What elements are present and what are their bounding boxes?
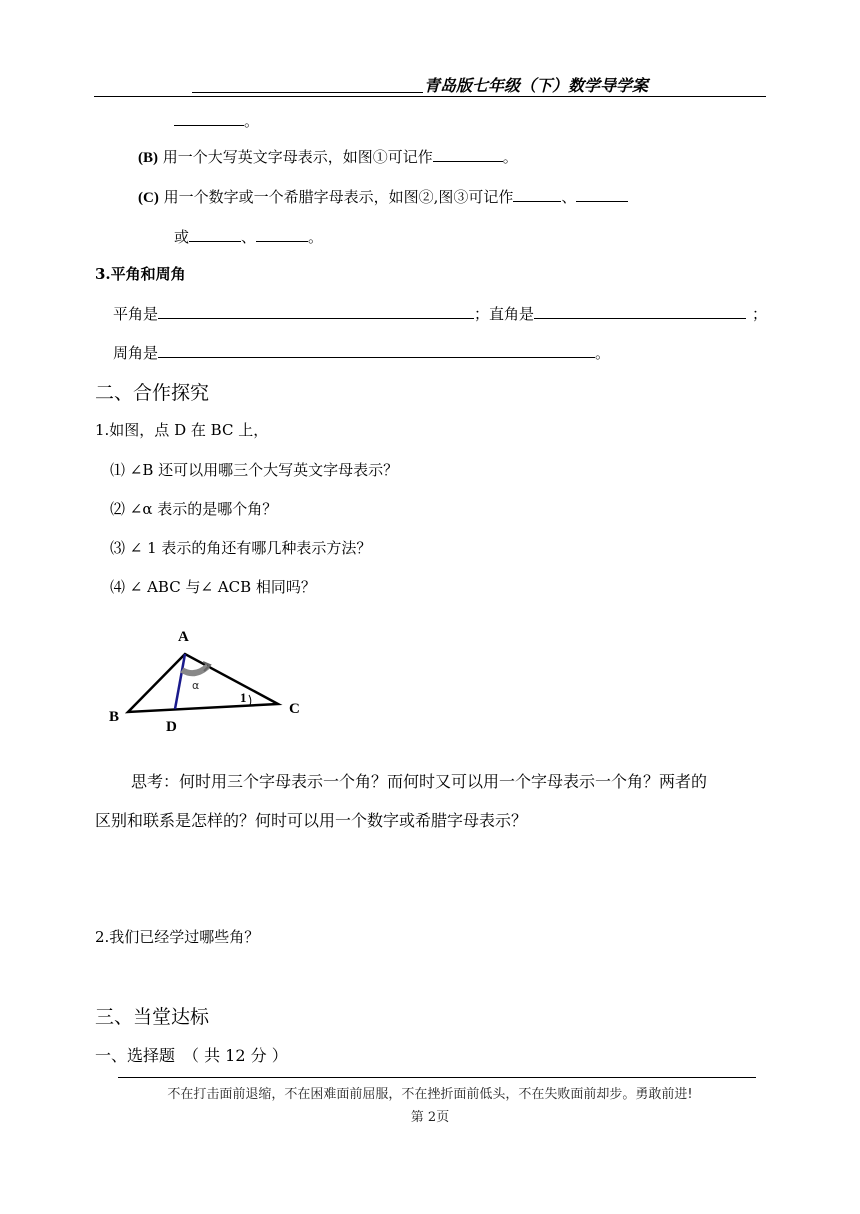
separator: 、	[241, 228, 257, 246]
item-c-label: (C)	[138, 190, 159, 206]
triangle-diagram	[100, 622, 320, 742]
period: 。	[244, 112, 260, 130]
or-text: 或	[174, 228, 190, 246]
section2-heading: 二、合作探究	[95, 382, 210, 404]
label-1: 1	[240, 690, 247, 705]
answer-blank-right[interactable]	[534, 304, 746, 319]
label-d: D	[166, 719, 177, 735]
sub-question-2: ⑵ ∠α 表示的是哪个角？	[110, 500, 278, 518]
period: 。	[502, 148, 518, 166]
sub-question-1: ⑴ ∠B 还可以用哪三个大写英文字母表示？	[110, 461, 399, 479]
footer-motto: 不在打击面前退缩，不在困难面前屈服，不在挫折面前低头，不在失败面前却步。勇敢前进!	[167, 1087, 693, 1102]
item-c	[138, 186, 628, 207]
think-line-1: 思考：何时用三个字母表示一个角？而何时又可以用一个字母表示一个角？两者的	[131, 772, 708, 791]
page-number: 第 2页	[410, 1110, 450, 1125]
header-rule	[94, 96, 766, 97]
q3-title: 3.平角和周角	[95, 265, 186, 283]
header-underline	[192, 92, 423, 93]
round-angle-label: 周角是	[113, 344, 159, 362]
round-line	[113, 342, 610, 363]
label-c: C	[289, 701, 300, 717]
label-b: B	[109, 709, 120, 725]
answer-blank-round[interactable]	[158, 343, 595, 358]
section3-subheading: 一、选择题 （ 共 12 分 ）	[95, 1046, 288, 1065]
answer-blank-c4[interactable]	[256, 227, 308, 242]
period: 。	[595, 344, 611, 362]
item-b-label: (B)	[138, 150, 158, 166]
item-c-text: 用一个数字或一个希腊字母表示，如图②,图③可记作	[163, 188, 514, 206]
period: 。	[308, 228, 324, 246]
section3-heading: 三、当堂达标	[95, 1006, 210, 1028]
separator: 、	[561, 188, 577, 206]
header-title: 青岛版七年级（下）数学导学案	[424, 76, 649, 95]
think-line-2: 区别和联系是怎样的？何时可以用一个数字或希腊字母表示？	[95, 811, 528, 830]
footer-rule	[118, 1077, 756, 1078]
angle-1-arc	[249, 695, 251, 705]
answer-blank-c1[interactable]	[513, 187, 561, 202]
right-angle-label: ；直角是	[474, 305, 535, 323]
answer-blank-c3[interactable]	[189, 227, 241, 242]
answer-blank[interactable]	[174, 111, 244, 126]
item-b-text: 用一个大写英文字母表示，如图①可记作	[162, 148, 433, 166]
item-c-or	[174, 226, 323, 247]
q2: 2.我们已经学过哪些角？	[95, 928, 260, 946]
flat-right-line	[113, 303, 767, 324]
label-alpha: α	[192, 679, 200, 692]
flat-angle-label: 平角是	[113, 305, 159, 323]
sub-question-4: ⑷ ∠ ABC 与∠ ACB 相同吗？	[110, 578, 316, 596]
sub-question-3: ⑶ ∠ 1 表示的角还有哪几种表示方法？	[110, 539, 372, 557]
q1-intro: 1.如图，点 D 在 BC 上，	[95, 421, 269, 439]
answer-blank-flat[interactable]	[158, 304, 474, 319]
answer-blank-c2[interactable]	[576, 187, 628, 202]
fill-line-0	[174, 110, 259, 131]
answer-blank-b[interactable]	[433, 147, 503, 162]
label-a: A	[178, 629, 189, 645]
semicolon: ；	[752, 305, 768, 323]
item-b	[138, 146, 518, 167]
